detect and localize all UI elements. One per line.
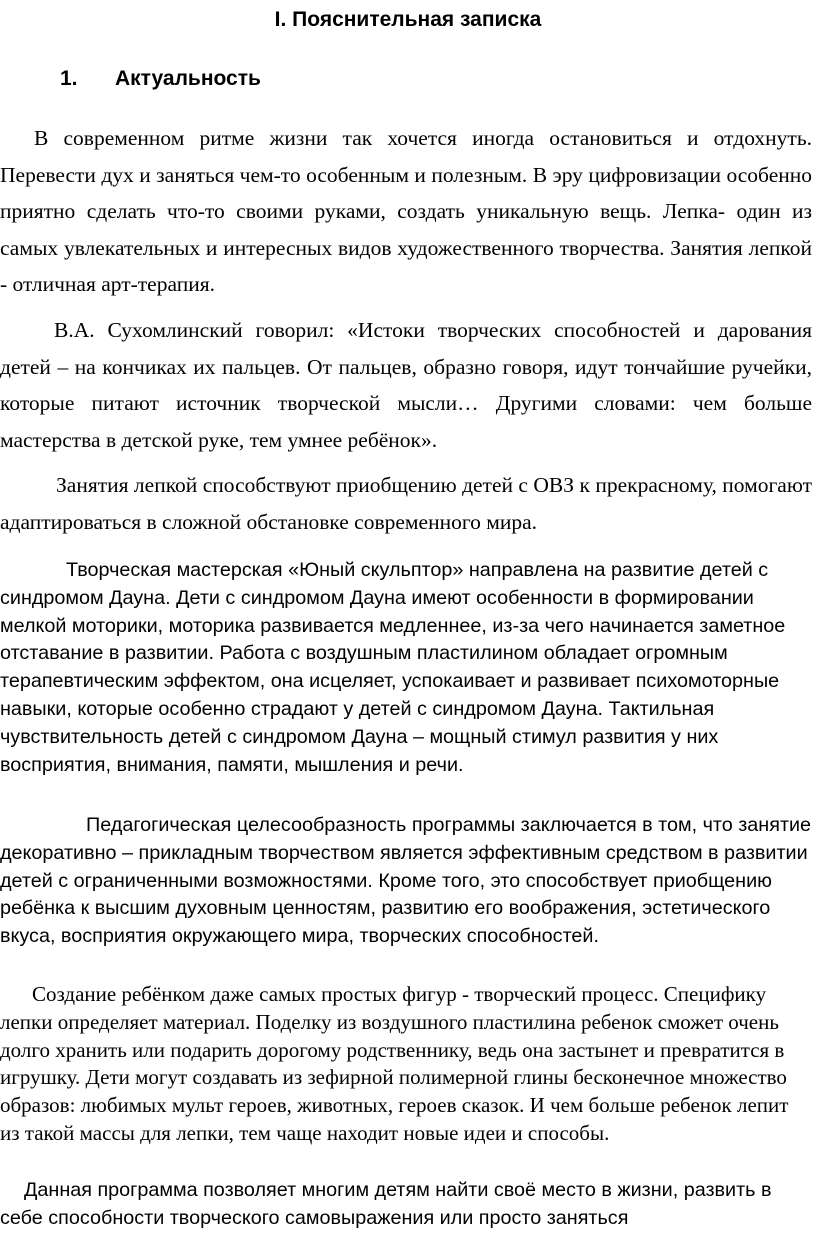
paragraph-modeling-process: Создание ребёнком даже самых простых фигур - творческий процесс. Специфику лепки определяет материал. Поделку из воздушного пластилина ребенок сможет очень долго хранить или подарить дорогому родственнику, ведь она застынет и превратится в игрушку. Дети могут создавать из зефирной полимерной глины бесконечное множество образов: любимых мульт героев, животных, героев сказок. И чем больше ребенок лепит из такой массы для лепки, тем чаще находит новые идеи и способы. — [0, 982, 789, 1145]
document-title: I. Пояснительная записка — [274, 8, 542, 31]
paragraph-pedagogical-value: Педагогическая целесообразность программы заключается в том, что занятие декоративно – прикладным творчеством является эффективным средством в развитии детей с ограниченными возможностями. Кроме того, это способствует приобщению ребёнка к высшим духовным ценностям, развитию его воображения, эстетического вкуса, восприятия окружающего мира, творческих способностей. — [0, 814, 812, 948]
paragraph-relevance-intro: В современном ритме жизни так хочется иногда остановиться и отдохнуть. Перевести дух и заняться чем-то особенным и полезным. В эру цифровизации особенно приятно сделать что-то своими руками, создать уникальную вещь. Лепка- один из самых увлекательных и интересных видов художественного творчества. Занятия лепкой - отличная арт-терапия. — [0, 126, 812, 296]
section-heading-text: Актуальность — [115, 67, 261, 90]
section-number: 1. — [60, 67, 78, 90]
paragraph-ovz-children: Занятия лепкой способствуют приобщению детей с ОВЗ к прекрасному, помогают адаптироваться в сложной обстановке современного мира. — [0, 473, 812, 534]
paragraph-program-goal: Данная программа позволяет многим детям найти своё место в жизни, развить в себе способности творческого самовыражения или просто заняться — [0, 1179, 772, 1229]
paragraph-sukhomlinsky-quote: В.А. Сухомлинский говорил: «Истоки творческих способностей и дарования детей – на кончиках их пальцев. От пальцев, образно говоря, идут тончайшие ручейки, которые питают источник творческой мысли… Другими словами: чем больше мастерства в детской руке, тем умнее ребёнок». — [0, 318, 812, 452]
paragraph-workshop-description: Творческая мастерская «Юный скульптор» направлена на развитие детей с синдромом Дауна. Дети с синдромом Дауна имеют особенности в формировании мелкой моторики, моторика развивается медленнее, из-за чего начинается заметное отставание в развитии. Работа с воздушным пластилином обладает огромным терапевтическим эффектом, она исцеляет, успокаивает и развивает психомоторные навыки, которые особенно страдают у детей с синдромом Дауна. Тактильная чувствительность детей с синдромом Дауна – мощный стимул развития у них восприятия, внимания, памяти, мышления и речи. — [0, 559, 786, 776]
section-heading — [60, 64, 261, 94]
